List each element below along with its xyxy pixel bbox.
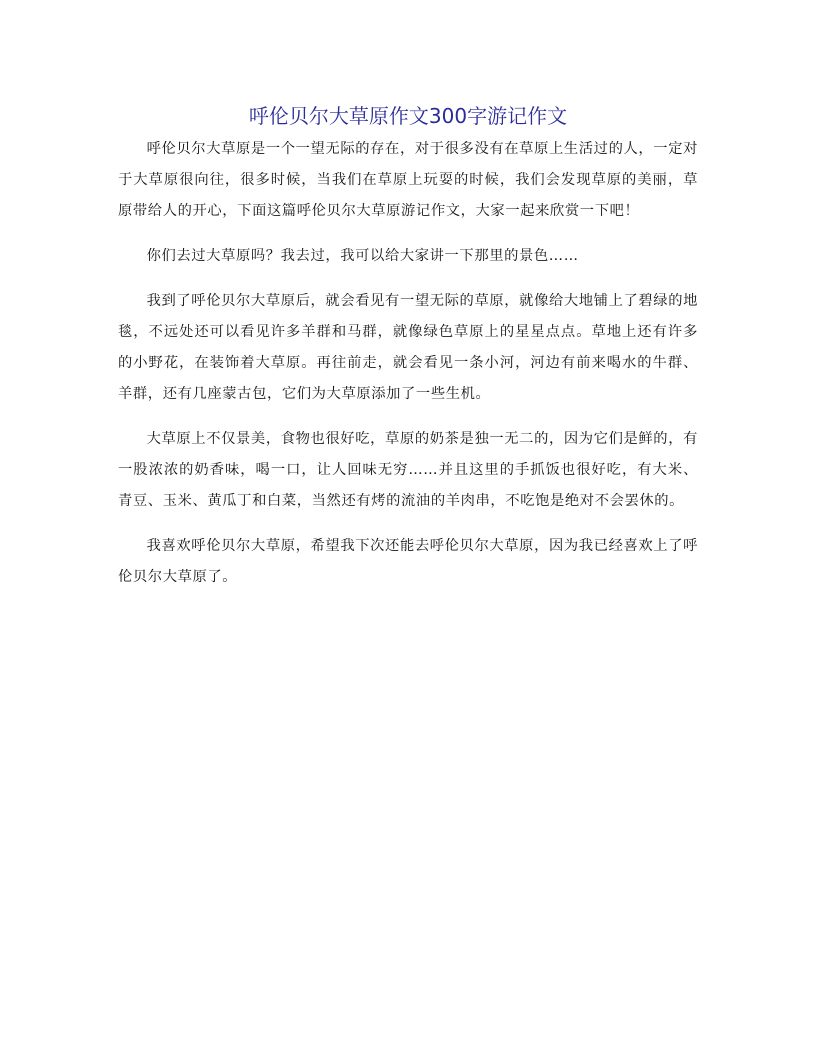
paragraph-scenery: 我到了呼伦贝尔大草原后，就会看见有一望无际的草原，就像给大地铺上了碧绿的地毯，不远处还可以看见许多羊群和马群，就像绿色草原上的星星点点。草地上还有许多的小野花，在装饰着大草原。再往前走，就会看见一条小河，河边有前来喝水的牛群、羊群，还有几座蒙古包，它们为大草原添加了一些生机。 bbox=[118, 293, 698, 402]
paragraph-question: 你们去过大草原吗？我去过，我可以给大家讲一下那里的景色…… bbox=[146, 248, 579, 264]
document-title: 呼伦贝尔大草原作文300字游记作文 bbox=[248, 104, 568, 128]
paragraph-food: 大草原上不仅景美，食物也很好吃，草原的奶茶是独一无二的，因为它们是鲜的，有一股浓浓的奶香味，喝一口，让人回味无穷……并且这里的手抓饭也很好吃，有大米、青豆、玉米、黄瓜丁和白菜，当然还有烤的流油的羊肉串，不吃饱是绝对不会罢休的。 bbox=[118, 431, 698, 509]
document-body bbox=[118, 134, 698, 607]
paragraph-conclusion: 我喜欢呼伦贝尔大草原，希望我下次还能去呼伦贝尔大草原，因为我已经喜欢上了呼伦贝尔大草原了。 bbox=[118, 538, 698, 585]
paragraph-intro: 呼伦贝尔大草原是一个一望无际的存在，对于很多没有在草原上生活过的人，一定对于大草原很向往，很多时候，当我们在草原上玩耍的时候，我们会发现草原的美丽，草原带给人的开心，下面这篇呼伦贝尔大草原游记作文，大家一起来欣赏一下吧！ bbox=[118, 141, 698, 219]
